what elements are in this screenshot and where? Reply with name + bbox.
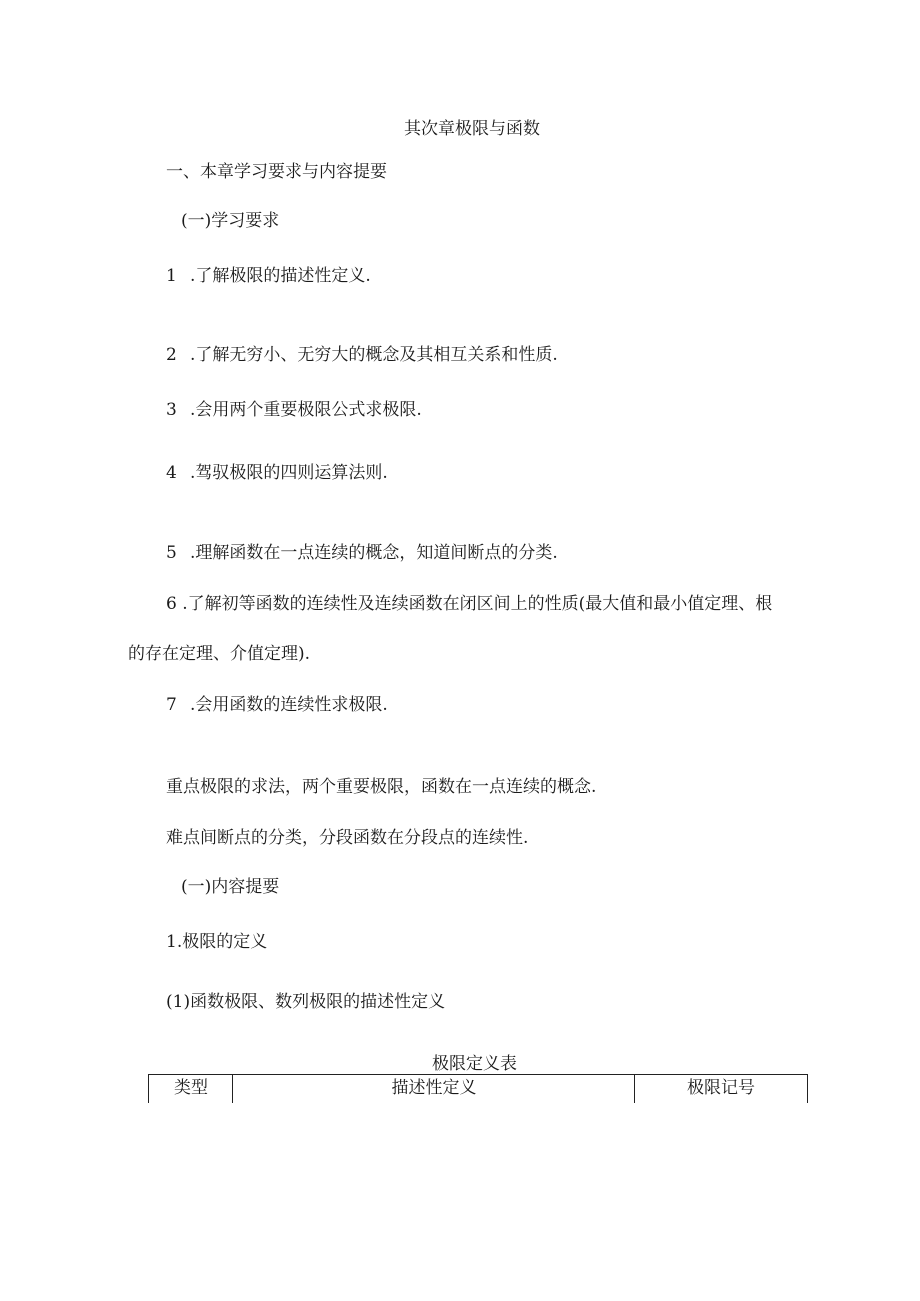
subsection-heading: (一)内容提要 — [181, 877, 280, 897]
item-text: .理解函数在一点连续的概念，知道间断点的分类. — [190, 543, 558, 563]
requirement-item-6-line1: 6 .了解初等函数的连续性及连续函数在闭区间上的性质(最大值和最小值定理、根 — [166, 594, 773, 614]
section-heading: 一、本章学习要求与内容提要 — [166, 162, 387, 182]
difficult-points: 难点间断点的分类，分段函数在分段点的连续性. — [166, 828, 529, 848]
item-number: 2 — [166, 345, 177, 365]
key-points: 重点极限的求法，两个重要极限，函数在一点连续的概念. — [166, 777, 597, 797]
item-text: .会用两个重要极限公式求极限. — [190, 400, 422, 420]
limit-definition-table — [148, 1074, 808, 1103]
subsection-heading: (一)学习要求 — [181, 211, 280, 231]
table-header-type: 类型 — [148, 1075, 233, 1103]
requirement-item-6-line2: 的存在定理、介值定理). — [128, 644, 311, 664]
requirement-item — [166, 264, 371, 288]
table-header-notation: 极限记号 — [634, 1075, 808, 1103]
item-text: .了解无穷小、无穷大的概念及其相互关系和性质. — [190, 345, 558, 365]
chapter-title: 其次章极限与函数 — [404, 119, 540, 139]
sub-item-heading: (1)函数极限、数列极限的描述性定义 — [166, 992, 446, 1012]
table-caption: 极限定义表 — [432, 1054, 517, 1074]
item-number: 7 — [166, 695, 177, 715]
item-heading: 1.极限的定义 — [166, 932, 268, 952]
requirement-item — [166, 343, 558, 367]
requirement-item — [166, 693, 388, 717]
item-text: .了解极限的描述性定义. — [190, 266, 371, 286]
requirement-item — [166, 461, 388, 485]
item-text: .会用函数的连续性求极限. — [190, 695, 388, 715]
item-number: 1 — [166, 266, 177, 286]
item-number: 4 — [166, 463, 177, 483]
requirement-item — [166, 541, 558, 565]
requirement-item — [166, 398, 422, 422]
item-number: 5 — [166, 543, 177, 563]
table-header-definition: 描述性定义 — [232, 1075, 635, 1103]
item-text: .驾驭极限的四则运算法则. — [190, 463, 388, 483]
item-number: 3 — [166, 400, 177, 420]
